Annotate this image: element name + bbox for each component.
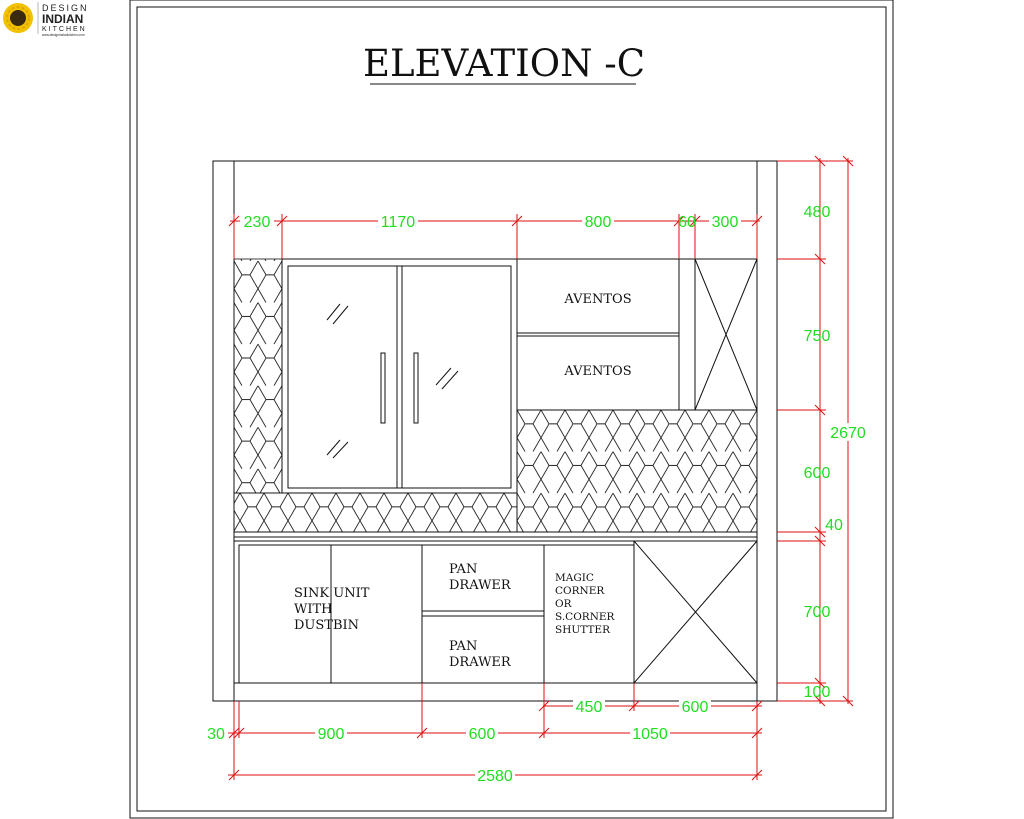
- logo-line-design: DESIGN: [42, 3, 89, 13]
- pan-bottom-label-line2: DRAWER: [449, 655, 511, 670]
- left-door-handle: [381, 353, 385, 423]
- hex-tile-bottom: [234, 493, 517, 532]
- countertop: [234, 532, 757, 537]
- hex-tile-left: [234, 259, 282, 493]
- logo-line-indian: INDIAN: [42, 12, 84, 26]
- logo: [3, 2, 89, 37]
- base-cabinets: [234, 541, 757, 683]
- drawing-title: ELEVATION -C: [362, 42, 646, 85]
- dim-right-750: 750: [803, 328, 831, 345]
- glass-reflection: [436, 368, 458, 389]
- sink-label-line1: SINK UNIT: [294, 586, 370, 601]
- dim-bottom-30: 30: [207, 726, 225, 743]
- logo-tagline: www.designindiankitchen.com: [42, 33, 85, 37]
- pan-top-label-line2: DRAWER: [449, 578, 511, 593]
- upper-cabinets: [517, 259, 757, 410]
- dim-bottom-450: 450: [575, 699, 603, 716]
- corner-label-line4: S.CORNER: [555, 611, 615, 623]
- glass-door-unit: [282, 259, 517, 493]
- sink-label-line2: WITH: [294, 602, 333, 617]
- aventos-label-bottom: AVENTOS: [564, 364, 632, 379]
- dim-right-700: 700: [803, 604, 831, 621]
- sunflower-logo-icon: [3, 3, 33, 33]
- dim-top-230: 230: [243, 214, 271, 231]
- dim-right-600: 600: [803, 465, 831, 482]
- glass-reflection: [327, 304, 348, 324]
- pan-drawer-bottom: [422, 616, 544, 683]
- dim-bottom-600b: 600: [681, 699, 709, 716]
- corner-label-line3: OR: [555, 598, 572, 610]
- corner-label-line5: SHUTTER: [555, 624, 610, 636]
- dim-right-40: 40: [825, 517, 843, 534]
- filler-panel: [679, 259, 695, 410]
- glass-reflection: [327, 440, 348, 458]
- dim-bottom-1050: 1050: [632, 726, 668, 743]
- aventos-label-top: AVENTOS: [564, 292, 632, 307]
- pan-bottom-label-line1: PAN: [449, 639, 478, 654]
- dim-bottom-total: 2580: [477, 768, 513, 785]
- sink-label-line3: DUSTBIN: [294, 618, 360, 633]
- right-door-handle: [414, 353, 418, 423]
- dim-top-300: 300: [711, 214, 739, 231]
- pan-top-label-line1: PAN: [449, 562, 478, 577]
- dim-right-total: 2670: [830, 425, 866, 442]
- dim-right-480: 480: [803, 204, 831, 221]
- dim-bottom-900: 900: [317, 726, 345, 743]
- dim-bottom-600: 600: [468, 726, 496, 743]
- dim-right-100: 100: [803, 684, 831, 701]
- corner-label-line1: MAGIC: [555, 572, 594, 584]
- dim-top-800: 800: [584, 214, 612, 231]
- dim-top-1170: 1170: [380, 214, 416, 231]
- corner-label-line2: CORNER: [555, 585, 605, 597]
- logo-line-kitchen: KITCHEN: [42, 26, 87, 33]
- dim-top-60: 60: [678, 214, 696, 231]
- hex-tile-right: [517, 410, 757, 532]
